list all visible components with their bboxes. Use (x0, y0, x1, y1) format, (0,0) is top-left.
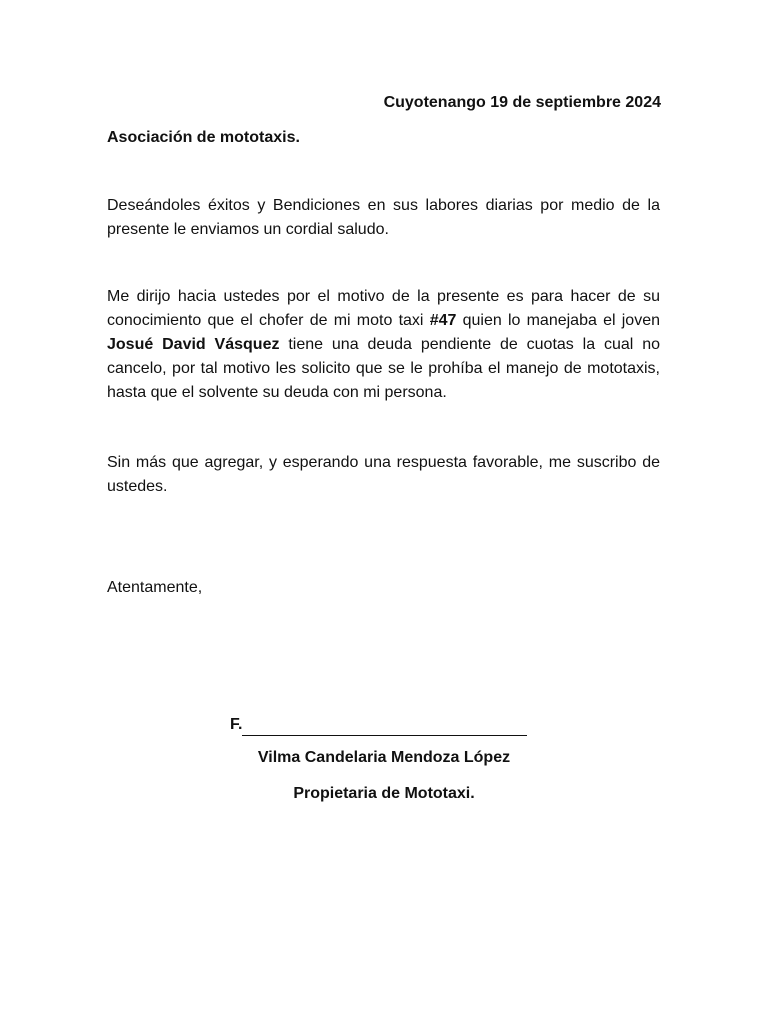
driver-name: Josué David Vásquez (107, 336, 280, 353)
request-text-part2: quien lo manejaba el joven (456, 312, 660, 329)
signature-prefix: F. (230, 716, 243, 733)
signature-line (230, 713, 530, 737)
request-text-part1: Me dirijo hacia ustedes por el motivo de la presente es para hacer de su conocimiento que el chofer de mi moto taxi (107, 288, 660, 329)
signer-name: Vilma Candelaria Mendoza López (257, 749, 511, 766)
date-line: Cuyotenango 19 de septiembre 2024 (383, 94, 661, 111)
greeting-paragraph: Deseándoles éxitos y Bendiciones en sus labores diarias por medio de la presente le enviamos un cordial saludo. (107, 197, 660, 238)
farewell-paragraph: Sin más que agregar, y esperando una respuesta favorable, me suscribo de ustedes. (107, 454, 660, 495)
request-text-part3: tiene una deuda pendiente de cuotas la cual no cancelo, por tal motivo les solicito que se le prohíba el manejo de mototaxis, hasta que el solvente su deuda con mi persona. (107, 336, 660, 401)
request-paragraph (107, 285, 660, 405)
taxi-number: #47 (429, 312, 457, 329)
signer-title: Propietaria de Mototaxi. (293, 785, 475, 802)
signature-underline (242, 735, 527, 736)
closing: Atentamente, (107, 579, 203, 596)
recipient: Asociación de mototaxis. (107, 129, 300, 146)
